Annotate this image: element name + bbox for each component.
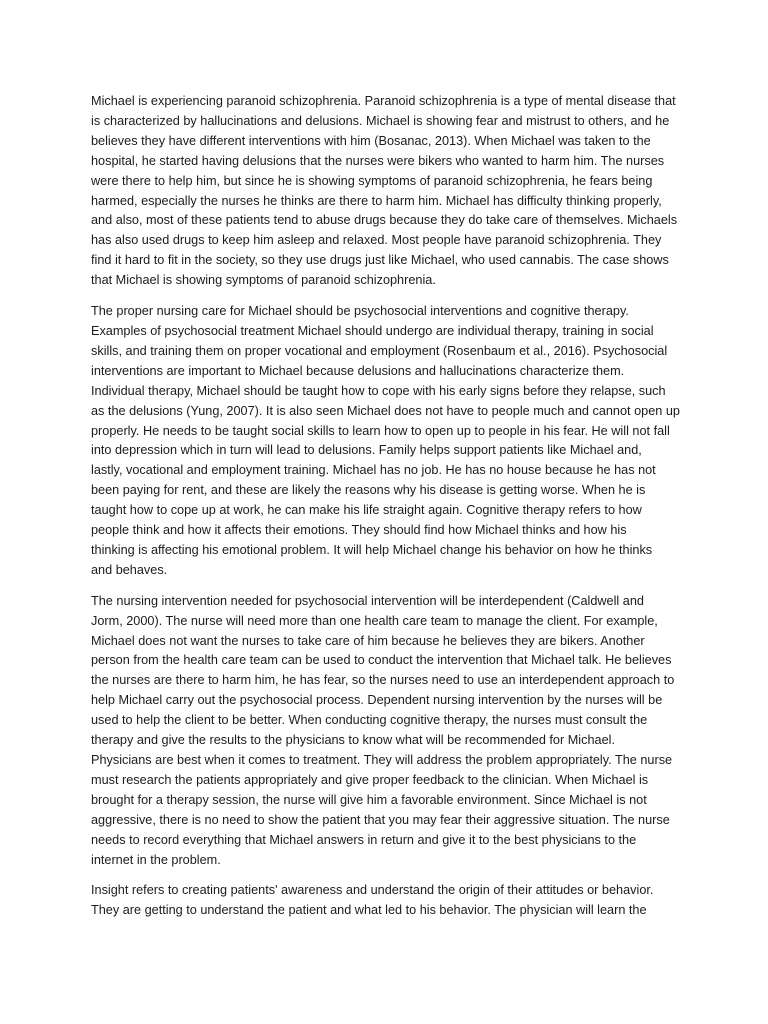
text-line: brought for a therapy session, the nurse will give him a favorable environment. Since Michael is not xyxy=(91,792,647,807)
text-line: therapy and give the results to the physicians to know what will be recommended for Michael. xyxy=(91,733,615,748)
text-line: lastly, vocational and employment training. Michael has no job. He has no house because he has not xyxy=(91,463,656,478)
paragraph-1 xyxy=(91,92,681,291)
text-line: hospital, he started having delusions that the nurses were bikers who wanted to harm him. The nurses xyxy=(91,153,665,168)
text-line: aggressive, there is no need to show the patient that you may fear their aggressive situation. The nurse xyxy=(91,812,670,827)
text-line: were there to help him, but since he is showing symptoms of paranoid schizophrenia, he fears being xyxy=(91,173,653,188)
document-page xyxy=(91,92,681,932)
text-line: that Michael is showing symptoms of paranoid schizophrenia. xyxy=(91,273,436,288)
text-line: the nurses are there to harm him, he has fear, so the nurses need to use an interdependent approach to xyxy=(91,673,675,688)
paragraph-4 xyxy=(91,881,681,921)
text-line: person from the health care team can be used to conduct the intervention that Michael talk. He believes xyxy=(91,653,672,668)
text-line: They are getting to understand the patient and what led to his behavior. The physician will learn the xyxy=(91,903,647,918)
paragraph-2 xyxy=(91,302,681,581)
text-line: been paying for rent, and these are likely the reasons why his disease is getting worse. When he is xyxy=(91,483,646,498)
text-line: must research the patients appropriately and give proper feedback to the clinician. When Michael is xyxy=(91,772,649,787)
text-line: harmed, especially the nurses he thinks are there to harm him. Michael has difficulty thinking properly, xyxy=(91,193,662,208)
text-line: and also, most of these patients tend to abuse drugs because they do take care of themselves. Michaels xyxy=(91,213,678,228)
text-line: properly. He needs to be taught social skills to learn how to open up to people in his fear. He will not fall xyxy=(91,423,670,438)
text-line: needs to record everything that Michael answers in return and give it to the best physicians to the xyxy=(91,832,637,847)
text-line: find it hard to fit in the society, so they use drugs just like Michael, who used cannabis. The case shows xyxy=(91,253,669,268)
text-line: The proper nursing care for Michael should be psychosocial interventions and cognitive therapy. xyxy=(91,304,629,319)
text-line: as the delusions (Yung, 2007). It is also seen Michael does not have to people much and cannot open up xyxy=(91,403,680,418)
text-line: skills, and training them on proper vocational and employment (Rosenbaum et al., 2016). Psychosocial xyxy=(91,343,668,358)
text-line: Physicians are best when it comes to treatment. They will address the problem appropriately. The nurse xyxy=(91,753,673,767)
text-line: and behaves. xyxy=(91,562,168,577)
text-line: Jorm, 2000). The nurse will need more than one health care team to manage the client. For example, xyxy=(91,613,658,628)
text-line: taught how to cope up at work, he can make his life straight again. Cognitive therapy refers to how xyxy=(91,503,642,518)
text-line: used to help the client to be better. When conducting cognitive therapy, the nurses must consult the xyxy=(91,713,648,728)
text-line: Individual therapy, Michael should be taught how to cope with his early signs before they relapse, such xyxy=(91,383,666,398)
text-line: thinking is affecting his emotional problem. It will help Michael change his behavior on how he thinks xyxy=(91,542,653,557)
text-line: help Michael carry out the psychosocial process. Dependent nursing intervention by the nurses will be xyxy=(91,693,663,708)
text-line: Insight refers to creating patients' awareness and understand the origin of their attitudes or behavior. xyxy=(91,883,654,898)
paragraph-3 xyxy=(91,592,681,871)
text-line: people think and how it affects their emotions. They should find how Michael thinks and how his xyxy=(91,523,627,538)
text-line: Michael does not want the nurses to take care of him because he believes they are bikers. Another xyxy=(91,633,645,648)
text-line: is characterized by hallucinations and delusions. Michael is showing fear and mistrust to others, and he xyxy=(91,113,670,128)
text-line: Examples of psychosocial treatment Michael should undergo are individual therapy, training in social xyxy=(91,323,654,338)
text-line: into depression which in turn will lead to delusions. Family helps support patients like Michael and, xyxy=(91,443,642,458)
text-line: has also used drugs to keep him asleep and relaxed. Most people have paranoid schizophrenia. They xyxy=(91,233,662,248)
text-line: Michael is experiencing paranoid schizophrenia. Paranoid schizophrenia is a type of mental disease that xyxy=(91,94,676,108)
text-line: The nursing intervention needed for psychosocial intervention will be interdependent (Caldwell and xyxy=(91,593,644,608)
text-line: interventions are important to Michael because delusions and hallucinations characterize them. xyxy=(91,363,625,378)
text-line: believes they have different interventions with him (Bosanac, 2013). When Michael was taken to the xyxy=(91,133,651,148)
text-line: internet in the problem. xyxy=(91,852,221,867)
